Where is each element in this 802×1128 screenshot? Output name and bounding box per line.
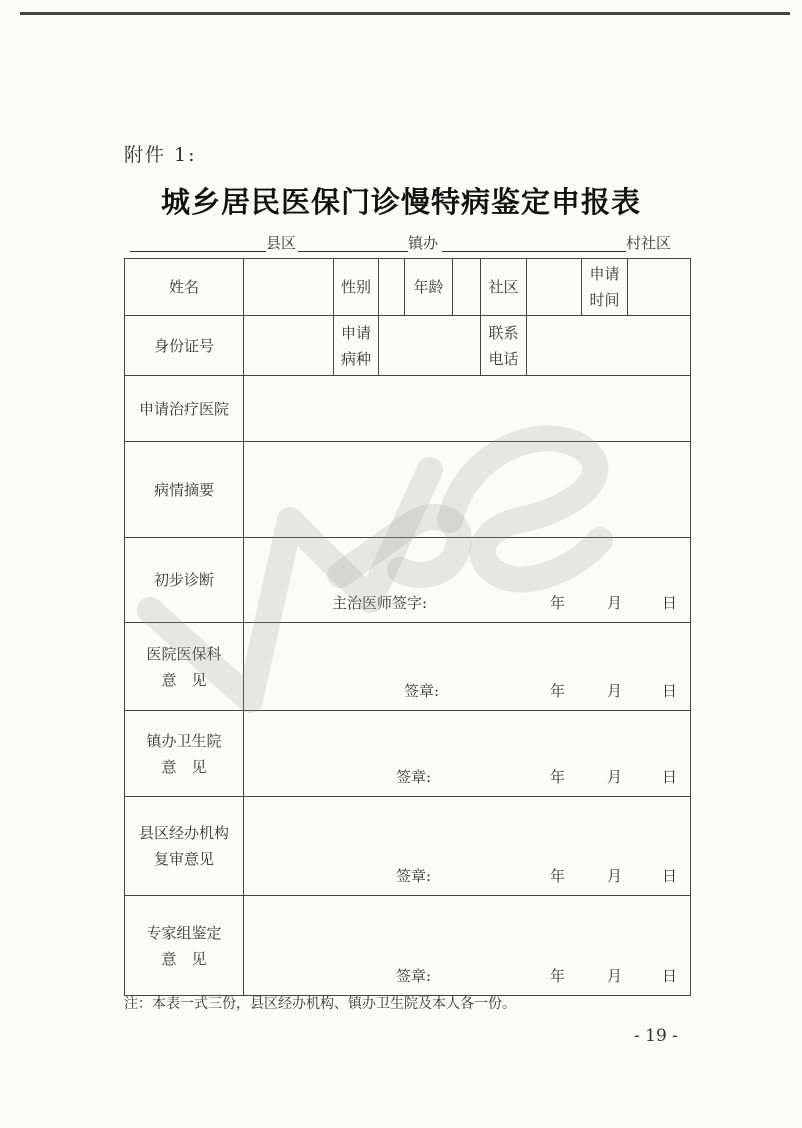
id-field	[244, 316, 334, 376]
row-diagnosis	[125, 538, 691, 623]
footnote: 注：本表一式三份，县区经办机构、镇办卫生院及本人各一份。	[124, 996, 516, 1012]
phone-label-line2: 电话	[488, 349, 519, 368]
apply-time-label	[582, 259, 628, 316]
county-seal-label: 签章:	[396, 867, 432, 885]
row-summary	[125, 442, 691, 538]
disease-label-line2: 病种	[340, 349, 371, 368]
insurance-day: 日	[662, 682, 678, 700]
insurance-month: 月	[607, 682, 623, 700]
county-review-label-line2: 复审意见	[153, 850, 214, 868]
apply-time-label-line1: 申请	[589, 265, 620, 283]
county-year: 年	[550, 867, 566, 885]
gender-field	[379, 259, 405, 316]
county-review-label-line1: 县区经办机构	[138, 824, 229, 842]
hospital-label: 申请治疗医院	[125, 376, 244, 442]
village-label: 村社区	[626, 234, 672, 252]
row-basic	[125, 259, 691, 316]
diagnosis-label: 初步诊断	[125, 538, 244, 623]
insurance-seal-label: 签章:	[404, 682, 440, 700]
summary-label: 病情摘要	[125, 442, 244, 538]
row-health	[125, 711, 691, 797]
insurance-label-line2: 意 见	[161, 670, 207, 689]
name-label: 姓名	[125, 259, 244, 316]
form-title: 城乡居民医保门诊慢特病鉴定申报表	[160, 185, 641, 219]
phone-field	[527, 316, 691, 376]
town-blank	[298, 251, 408, 252]
diagnosis-year: 年	[550, 594, 566, 612]
health-day: 日	[662, 768, 678, 786]
expert-month: 月	[607, 967, 623, 985]
county-blank	[130, 251, 266, 252]
county-label: 县区	[266, 234, 297, 252]
insurance-field	[244, 623, 691, 711]
town-label: 镇办	[408, 234, 439, 252]
page-number: - 19 -	[634, 1026, 678, 1046]
doctor-sign-label: 主治医师签字:	[332, 594, 428, 612]
row-county	[125, 797, 691, 896]
diagnosis-month: 月	[607, 594, 623, 612]
expert-label-line1: 专家组鉴定	[146, 923, 222, 942]
row-expert	[125, 896, 691, 996]
top-rule	[20, 12, 790, 15]
health-seal-label: 签章:	[396, 768, 432, 786]
attachment-label: 附件 1:	[124, 144, 197, 166]
disease-label	[334, 316, 379, 376]
diagnosis-day: 日	[662, 594, 678, 612]
row-hospital	[125, 376, 691, 442]
expert-label-line2: 意 见	[161, 949, 207, 968]
diagnosis-field	[244, 538, 691, 623]
health-label	[125, 711, 244, 797]
row-insurance	[125, 623, 691, 711]
disease-field	[379, 316, 481, 376]
expert-field	[244, 896, 691, 996]
expert-label	[125, 896, 244, 996]
summary-field	[244, 442, 691, 538]
name-field	[244, 259, 334, 316]
county-review-label	[125, 797, 244, 896]
age-label: 年龄	[405, 259, 453, 316]
application-form	[124, 258, 691, 996]
row-id	[125, 316, 691, 376]
expert-year: 年	[550, 967, 566, 985]
community-label: 社区	[481, 259, 527, 316]
apply-time-label-line2: 时间	[589, 291, 620, 309]
age-field	[453, 259, 481, 316]
insurance-label-line1: 医院医保科	[146, 644, 222, 663]
expert-day: 日	[662, 967, 678, 985]
community-field	[527, 259, 582, 316]
id-label: 身份证号	[125, 316, 244, 376]
apply-time-field	[628, 259, 691, 316]
health-field	[244, 711, 691, 797]
county-month: 月	[607, 867, 623, 885]
health-label-line1: 镇办卫生院	[146, 731, 222, 750]
phone-label-line1: 联系	[488, 323, 519, 342]
county-day: 日	[662, 867, 678, 885]
health-month: 月	[607, 768, 623, 786]
hospital-field	[244, 376, 691, 442]
health-label-line2: 意 见	[161, 757, 207, 776]
insurance-label	[125, 623, 244, 711]
village-blank	[442, 251, 626, 252]
gender-label: 性别	[334, 259, 379, 316]
insurance-year: 年	[550, 682, 566, 700]
county-review-field	[244, 797, 691, 896]
disease-label-line1: 申请	[340, 323, 371, 342]
health-year: 年	[550, 768, 566, 786]
phone-label	[481, 316, 527, 376]
expert-seal-label: 签章:	[396, 967, 432, 985]
